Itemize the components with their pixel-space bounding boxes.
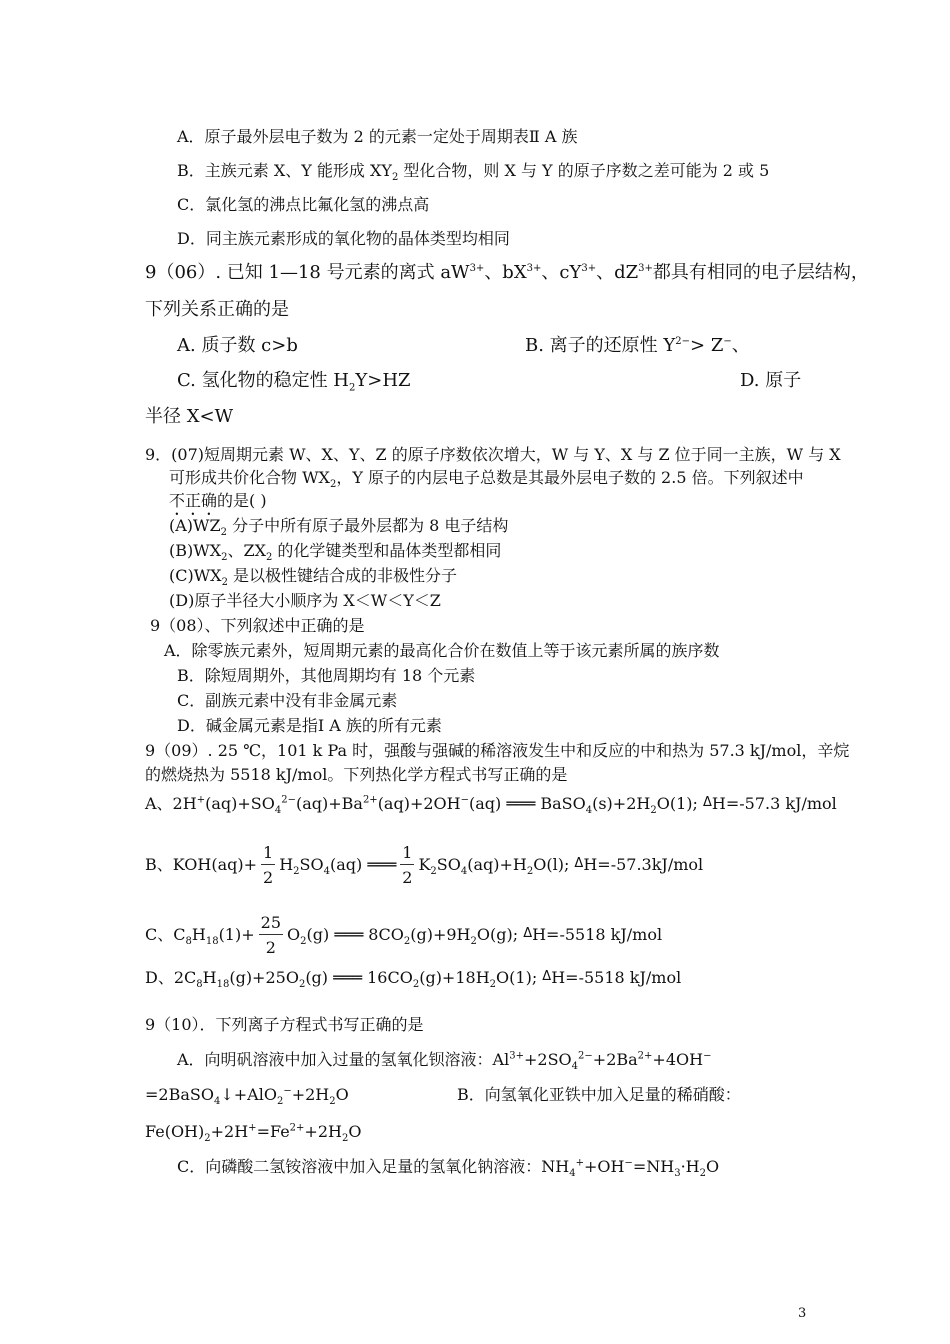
q08-option-c: C．副族元素中没有非金属元素 (177, 691, 398, 710)
q06-option-d: D. 原子 (740, 370, 802, 391)
page-number: 3 (798, 1306, 807, 1321)
q06-stem-line2: 下列关系正确的是 (145, 299, 289, 320)
q08-option-b: B．除短周期外，其他周期均有 18 个元素 (177, 666, 476, 685)
q8-option-c: C．氯化氢的沸点比氟化氢的沸点高 (177, 195, 430, 214)
q8-option-b: B．主族元素 X、Y 能形成 $XY_2$ 型化合物，则 X 与 Y 的原子序数之差可能为 2 或 5 (177, 161, 770, 184)
q09-option-a: A、$2H^+(aq)+SO_4^{2-}(aq)+Ba^{2+}(aq)+2OH^-(aq)$ ═══ $BaSO_4(s)+2H_2O(1)$; ΔH=-57.3 kJ/mol (145, 794, 837, 817)
q07-option-b: $(B)WX_2$、$ZX_2$ 的化学键类型和晶体类型都相同 (169, 541, 502, 564)
q07-stem-line3: 不正确的是( ) (169, 491, 267, 510)
q10-option-a: A．向明矾溶液中加入过量的氢氧化钡溶液：$Al^{3+}+2SO_4^{2-}+2Ba^{2+}+4OH^-$ (177, 1050, 712, 1073)
q07-stem-line1: 9．(07)短周期元素 W、X、Y、Z 的原子序数依次增大，W 与 Y、X 与 Z 位于同一主族，W 与 X (145, 445, 841, 464)
q09-stem-line1: 9（09）. 25 ℃，101 k Pa 时，强酸与强碱的稀溶液发生中和反应的中和热为 57.3 kJ/mol，辛烷 (145, 741, 850, 760)
q10-option-c: C．向磷酸二氢铵溶液中加入足量的氢氧化钠溶液：$NH_4^++OH^-=NH_3\cdot H_2O$ (177, 1157, 720, 1180)
q06-option-b: B. 离子的还原性 $Y^{2-}> Z^-$、 (525, 335, 750, 356)
q10-option-a-cont: $=2BaSO_4↓+AlO_2^-+2H_2O$ (145, 1085, 349, 1108)
delta-symbol: Δ (542, 969, 552, 984)
q10-option-b-cont: $Fe(OH)_2+2H^+=Fe^{2+}+2H_2O$ (145, 1122, 362, 1145)
q08-option-a: A．除零族元素外，短周期元素的最高化合价在数值上等于该元素所属的族序数 (164, 641, 720, 660)
fraction-one-half: $\frac{1}{2}$ (402, 843, 413, 887)
q09-option-b: B、KOH(aq)+ $\frac{1}{2}$ $H_2SO_4(aq)$ ═══ $\frac{1}{2}$ $K_2SO_4(aq)+H_2O(l)$; ΔH=-57.3kJ/mol (145, 843, 704, 887)
q07-option-d: (D)原子半径大小顺序为 X＜W＜Y＜Z (169, 591, 441, 610)
q06-option-c: C. 氢化物的稳定性 $H_2Y>HZ$ (177, 370, 411, 394)
q09-stem-line2: 的燃烧热为 5518 kJ/mol。下列热化学方程式书写正确的是 (145, 765, 568, 784)
delta-symbol: Δ (574, 856, 584, 871)
q10-stem: 9（10）．下列离子方程式书写正确的是 (145, 1015, 424, 1034)
q8-option-a: A．原子最外层电子数为 2 的元素一定处于周期表Ⅱ A 族 (177, 127, 578, 146)
q09-option-c: C、$C_8H_{18}(1)+$ $\frac{25}{2}$ $O_2(g)$ ═══ $8CO_2(g)+9H_2O(g)$; ΔH=-5518 kJ/mol (145, 913, 663, 957)
fraction-one-half: $\frac{1}{2}$ (263, 843, 274, 887)
q10-option-b: B．向氢氧化亚铁中加入足量的稀硝酸： (457, 1085, 741, 1104)
emphasis-not-correct: 不正确 (169, 491, 218, 510)
q09-option-d: D、$2C_8H_{18}(g)+25O_2(g)$ ═══ $16CO_2(g)+18H_2O(1)$; ΔH=-5518 kJ/mol (145, 968, 682, 991)
q07-option-c: $(C)WX_2$ 是以极性键结合成的非极性分子 (169, 566, 458, 589)
q06-option-a: A. 质子数 c>b (177, 335, 298, 356)
delta-symbol: Δ (523, 926, 533, 941)
q08-stem: 9（08）、下列叙述中正确的是 (150, 616, 365, 635)
fraction-25-over-2: $\frac{25}{2}$ (260, 913, 281, 957)
delta-symbol: Δ (702, 795, 712, 810)
q07-stem-line2: 可形成共价化合物 $WX_2$，Y 原子的内层电子总数是其最外层电子数的 2.5 倍。下列叙述中 (169, 468, 804, 491)
q07-option-a: $(A)WZ_2$ 分子中所有原子最外层都为 8 电子结构 (169, 516, 509, 539)
q06-stem-line1: 9（06）. 已知 1—18 号元素的离式 $aW^{3+}$、$bX^{3+}$、$cY^{3+}$、$dZ^{3+}$都具有相同的电子层结构， (145, 262, 869, 283)
q06-option-d-cont: 半径 X<W (145, 406, 234, 427)
q08-option-d: D．碱金属元素是指Ⅰ A 族的所有元素 (177, 716, 442, 735)
q8-option-d: D．同主族元素形成的氧化物的晶体类型均相同 (177, 229, 510, 248)
